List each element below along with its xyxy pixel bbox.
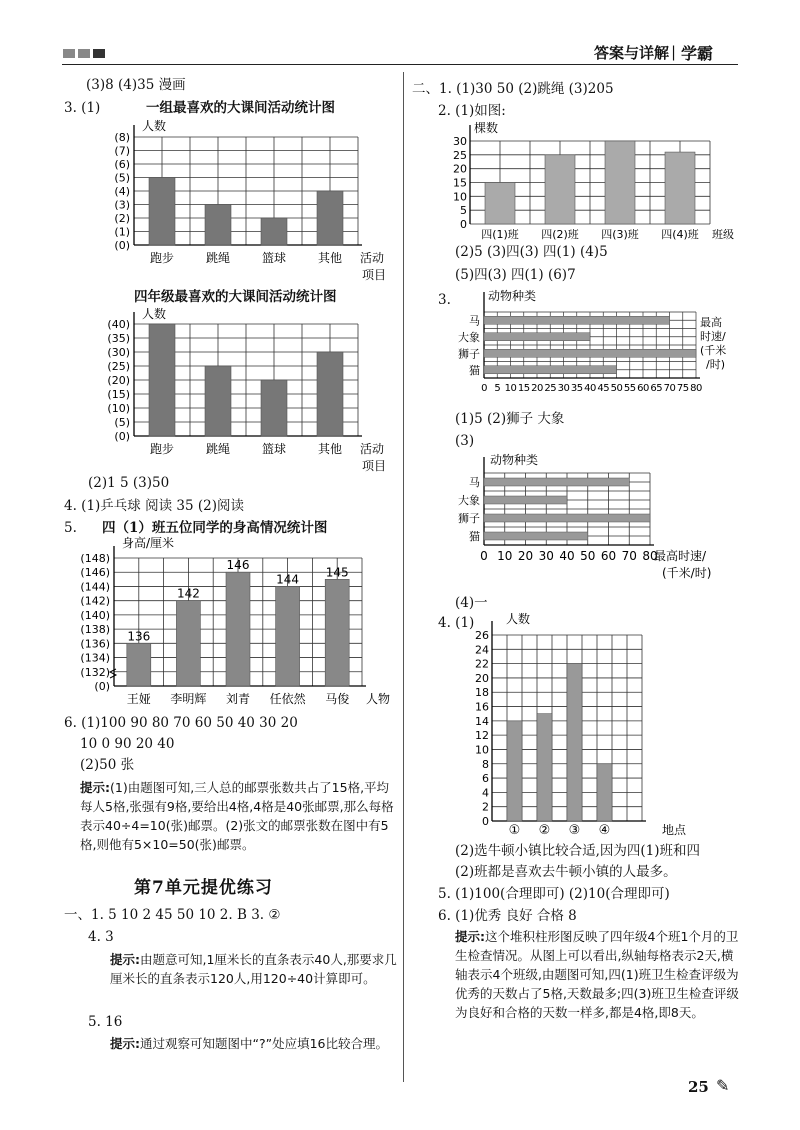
- answer-line: (5)四(3) 四(1) (6)7: [455, 267, 576, 283]
- y-tick-label: (142): [80, 594, 110, 608]
- data-label: 146: [226, 558, 250, 573]
- y-tick-label: 10: [453, 190, 467, 204]
- x-axis-label: 最高: [700, 316, 722, 329]
- y-tick-label: (138): [80, 623, 110, 637]
- bar: [537, 714, 552, 821]
- bar: [597, 764, 612, 821]
- header-decoration: [78, 49, 90, 58]
- x-category-label: 篮球: [261, 442, 287, 456]
- chart-animal-speed-2: [450, 450, 750, 590]
- y-tick-label: 6: [482, 772, 489, 786]
- bar: [317, 191, 343, 245]
- bar: [484, 316, 670, 324]
- x-tick-label: 35: [570, 383, 583, 394]
- hint-label: 提示:: [110, 1036, 140, 1051]
- x-axis-label: 班级: [712, 228, 734, 241]
- y-tick-label: (40): [107, 318, 130, 331]
- x-category-label: 其他: [317, 251, 343, 265]
- x-tick-label: 40: [559, 549, 575, 563]
- answer-line: (2)选牛顿小镇比较合适,因为四(1)班和四: [455, 843, 701, 859]
- y-tick-label: 0: [460, 218, 467, 231]
- x-axis-label: 时速/: [700, 330, 726, 343]
- y-tick-label: 8: [482, 757, 489, 771]
- x-category-label: 四(2)班: [541, 228, 579, 241]
- hint-label: 提示:: [110, 952, 140, 967]
- x-tick-label: 50: [610, 383, 623, 394]
- y-tick-label: 14: [475, 714, 489, 728]
- y-tick-label: (0): [114, 430, 130, 443]
- x-tick-label: 80: [642, 549, 658, 563]
- x-category-label: 李明辉: [170, 692, 207, 706]
- question-number: 3.: [438, 292, 451, 308]
- x-axis-label: 活动: [360, 251, 385, 265]
- x-category-label: 四(1)班: [481, 228, 519, 241]
- x-axis-label: 人物: [366, 692, 391, 706]
- data-label: 145: [325, 565, 349, 580]
- chart-title: 四（1）班五位同学的身高情况统计图: [102, 520, 328, 536]
- y-tick-label: 15: [453, 176, 467, 190]
- y-tick-label: (146): [80, 566, 110, 580]
- answer-line: 10 0 90 20 40: [80, 736, 175, 752]
- y-tick-label: (0): [94, 680, 110, 693]
- y-tick-label: (8): [114, 131, 130, 144]
- y-axis-label: 人数: [506, 612, 531, 626]
- x-tick-label: 5: [494, 383, 501, 394]
- hint-body: 通过观察可知题图中“?”处应填16比较合理。: [140, 1036, 388, 1051]
- bar: [567, 664, 582, 821]
- y-axis-label: 身高/厘米: [122, 536, 175, 550]
- answer-line: 一、1. 5 10 2 45 50 10 2. B 3. ②: [64, 907, 281, 923]
- bar: [484, 349, 696, 357]
- x-category-label: ④: [598, 823, 611, 838]
- x-axis-label: 最高时速/: [654, 549, 707, 563]
- y-tick-label: (144): [80, 580, 110, 594]
- y-tick-label: (136): [80, 637, 110, 651]
- header-decoration: [63, 49, 75, 58]
- y-tick-label: (15): [107, 388, 130, 401]
- x-tick-label: 60: [637, 383, 649, 394]
- header-decoration: [93, 49, 105, 58]
- y-axis-label: 动物种类: [488, 289, 537, 303]
- header-brand: 学霸: [681, 44, 714, 63]
- bar: [205, 366, 231, 436]
- y-tick-label: 10: [475, 743, 489, 757]
- x-category-label: 跑步: [149, 442, 175, 456]
- column-divider: [403, 72, 404, 1082]
- y-tick-label: 18: [475, 686, 489, 700]
- x-tick-label: 55: [623, 383, 636, 394]
- hint-text: [110, 1034, 400, 1053]
- header-divider: |: [671, 43, 677, 61]
- x-category-label: 跳绳: [205, 442, 231, 456]
- bar: [127, 643, 151, 686]
- chart-activities-group: [62, 115, 397, 285]
- y-axis-label: 动物种类: [490, 453, 539, 467]
- bar: [261, 380, 287, 436]
- x-tick-label: 0: [481, 383, 487, 394]
- answer-line: 6. (1)优秀 良好 合格 8: [438, 908, 577, 924]
- chart-title: 四年级最喜欢的大课间活动统计图: [134, 289, 337, 305]
- x-tick-label: 25: [544, 383, 557, 394]
- chart-places: [450, 613, 700, 841]
- y-axis-label: 棵数: [474, 121, 499, 135]
- x-tick-label: 10: [497, 549, 513, 563]
- bar: [149, 178, 175, 246]
- y-tick-label: 24: [475, 643, 489, 657]
- answer-line: 4. 3: [88, 929, 114, 945]
- x-category-label: 任依然: [269, 692, 306, 706]
- y-tick-label: (3): [114, 198, 130, 212]
- x-tick-label: 40: [584, 383, 596, 394]
- y-tick-label: 26: [475, 629, 489, 642]
- bar: [484, 514, 650, 522]
- question-number: 5.: [64, 520, 77, 536]
- x-category-label: 跑步: [149, 251, 175, 265]
- x-category-label: ②: [538, 823, 551, 838]
- x-tick-label: 0: [480, 549, 488, 563]
- x-axis-label: 项目: [362, 459, 387, 473]
- y-tick-label: (5): [114, 416, 130, 429]
- x-tick-label: 80: [690, 383, 702, 394]
- x-category-label: 刘青: [225, 692, 251, 706]
- bar: [507, 721, 522, 821]
- chart-title: 一组最喜欢的大课间活动统计图: [146, 100, 335, 116]
- bar: [485, 183, 515, 225]
- answer-line: 4. (1)乒乓球 阅读 35 (2)阅读: [64, 498, 244, 514]
- y-tick-label: (10): [107, 402, 130, 415]
- bar: [484, 532, 588, 540]
- data-label: 136: [127, 629, 151, 644]
- answer-line: 2. (1)如图:: [438, 103, 506, 119]
- bar: [149, 324, 175, 436]
- hint-text: [110, 950, 400, 988]
- hint-body: 这个堆积柱形图反映了四年级4个班1个月的卫生检查情况。从图上可以看出,纵轴每格表示2天,横轴表示4个班级,由题图可知,四(1)班卫生检查评级为优秀的天数占了5格,天数最多;四(3)班卫生检查评级为良好和合格的天数一样多,都是4格,即8天。: [455, 929, 739, 1020]
- bar: [325, 579, 349, 686]
- y-category-label: 马: [469, 314, 480, 328]
- y-tick-label: (5): [114, 171, 130, 185]
- bar: [665, 152, 695, 224]
- page-number: 25: [688, 1078, 709, 1096]
- y-tick-label: (30): [107, 346, 130, 359]
- x-tick-label: 20: [517, 549, 534, 563]
- question-number: 4. (1): [438, 615, 475, 631]
- y-category-label: 大象: [458, 330, 480, 344]
- bar: [484, 478, 629, 486]
- question-number: 3. (1): [64, 100, 101, 116]
- y-tick-label: (1): [114, 225, 130, 239]
- x-tick-label: 75: [676, 383, 689, 394]
- y-axis-label: 人数: [142, 119, 167, 133]
- x-category-label: 王娅: [126, 692, 151, 706]
- bar: [276, 586, 300, 686]
- answer-line: 5. 16: [88, 1014, 123, 1030]
- x-axis-label: 地点: [662, 823, 687, 837]
- axis-break-icon: [110, 669, 116, 678]
- answer-line: (2)50 张: [80, 757, 135, 773]
- bar: [176, 601, 200, 686]
- y-category-label: 猫: [469, 363, 480, 377]
- y-tick-label: 2: [482, 800, 489, 814]
- x-axis-label: (千米: [700, 344, 727, 357]
- x-axis-label: 项目: [362, 268, 387, 282]
- pencil-icon: ✎: [716, 1076, 730, 1095]
- answer-line: (4)一: [455, 595, 488, 611]
- chart-animal-speed: [450, 286, 750, 408]
- y-tick-label: (2): [114, 212, 130, 225]
- x-category-label: 四(4)班: [661, 228, 699, 241]
- x-tick-label: 50: [580, 549, 596, 563]
- y-tick-label: (20): [107, 374, 130, 387]
- y-tick-label: (25): [107, 360, 130, 373]
- y-tick-label: (0): [114, 239, 130, 252]
- answer-line: (2)1 5 (3)50: [88, 475, 170, 491]
- y-category-label: 狮子: [458, 347, 480, 361]
- chart-trees: [438, 118, 734, 243]
- y-tick-label: 4: [482, 786, 489, 800]
- hint-body: (1)由题图可知,三人总的邮票张数共占了15格,平均每人5格,张强有9格,要给出4格,4格是40张邮票,那么每格表示40÷4=10(张)邮票。(2)张文的邮票张数在图中有5格,则他有5×10=50(张)邮票。: [80, 780, 394, 852]
- y-tick-label: 20: [475, 671, 489, 685]
- y-tick-label: (6): [114, 158, 130, 171]
- header-rule: [62, 64, 738, 65]
- answer-line: 6. (1)100 90 80 70 60 50 40 30 20: [64, 715, 298, 731]
- x-tick-label: 65: [650, 383, 663, 394]
- chart-activities-grade: [62, 306, 397, 476]
- bar: [484, 333, 590, 341]
- y-tick-label: 22: [475, 657, 489, 671]
- y-tick-label: (35): [107, 332, 130, 345]
- y-tick-label: 20: [453, 162, 467, 176]
- x-category-label: 篮球: [261, 251, 287, 265]
- data-label: 142: [176, 586, 200, 601]
- answer-line: (2)5 (3)四(3) 四(1) (4)5: [455, 244, 608, 260]
- x-tick-label: 70: [621, 549, 637, 563]
- y-tick-label: (134): [80, 651, 110, 665]
- y-category-label: 大象: [458, 494, 480, 507]
- hint-text: [80, 778, 398, 854]
- bar: [484, 496, 567, 504]
- answer-line: (3)8 (4)35 漫画: [86, 77, 186, 93]
- x-category-label: ①: [508, 823, 521, 838]
- answer-line: 二、1. (1)30 50 (2)跳绳 (3)205: [412, 81, 614, 97]
- bar: [545, 155, 575, 224]
- chart-heights: [62, 534, 402, 712]
- bar: [205, 205, 231, 246]
- y-tick-label: (7): [114, 144, 130, 158]
- y-tick-label: 5: [460, 204, 467, 218]
- y-tick-label: (148): [80, 552, 110, 565]
- hint-label: 提示:: [80, 780, 110, 795]
- x-category-label: 四(3)班: [601, 228, 639, 241]
- y-category-label: 狮子: [458, 512, 480, 525]
- y-tick-label: (4): [114, 185, 130, 198]
- y-category-label: 马: [469, 476, 480, 489]
- x-axis-label: (千米/时): [662, 566, 712, 580]
- x-tick-label: 20: [531, 383, 543, 394]
- answer-line: (1)5 (2)狮子 大象: [455, 411, 565, 427]
- x-category-label: 马俊: [325, 692, 350, 706]
- hint-body: 由题意可知,1厘米长的直条表示40人,那要求几厘米长的直条表示120人,用120÷40计算即可。: [110, 952, 397, 986]
- header-title: 答案与详解: [594, 44, 670, 62]
- data-label: 144: [276, 572, 300, 587]
- hint-label: 提示:: [455, 929, 485, 944]
- y-tick-label: 16: [475, 700, 489, 714]
- y-tick-label: (140): [80, 608, 110, 622]
- hint-text: [455, 927, 740, 1022]
- y-tick-label: 0: [482, 815, 489, 828]
- bar: [261, 218, 287, 245]
- y-tick-label: 30: [453, 135, 467, 148]
- bar: [317, 352, 343, 436]
- y-tick-label: 25: [453, 148, 467, 162]
- x-axis-label: /时): [706, 358, 725, 371]
- y-axis-label: 人数: [142, 307, 167, 321]
- x-category-label: ③: [568, 823, 581, 838]
- x-tick-label: 15: [517, 383, 530, 394]
- x-tick-label: 45: [597, 383, 610, 394]
- section-title: 第7单元提优练习: [134, 878, 273, 898]
- y-tick-label: (132): [80, 665, 110, 679]
- x-axis-label: 活动: [360, 442, 385, 456]
- x-category-label: 其他: [317, 442, 343, 456]
- x-tick-label: 10: [504, 383, 517, 394]
- x-tick-label: 70: [663, 383, 676, 394]
- x-category-label: 跳绳: [205, 251, 231, 265]
- bar: [605, 141, 635, 224]
- y-tick-label: 12: [475, 729, 489, 743]
- x-tick-label: 30: [557, 383, 570, 394]
- x-tick-label: 30: [538, 549, 554, 563]
- answer-line: 5. (1)100(合理即可) (2)10(合理即可): [438, 886, 670, 902]
- y-category-label: 猫: [469, 530, 480, 543]
- bar: [484, 366, 617, 374]
- answer-line: (2)班都是喜欢去牛顿小镇的人最多。: [455, 864, 677, 880]
- bar: [226, 572, 250, 686]
- answer-line: (3): [455, 433, 475, 449]
- x-tick-label: 60: [600, 549, 617, 563]
